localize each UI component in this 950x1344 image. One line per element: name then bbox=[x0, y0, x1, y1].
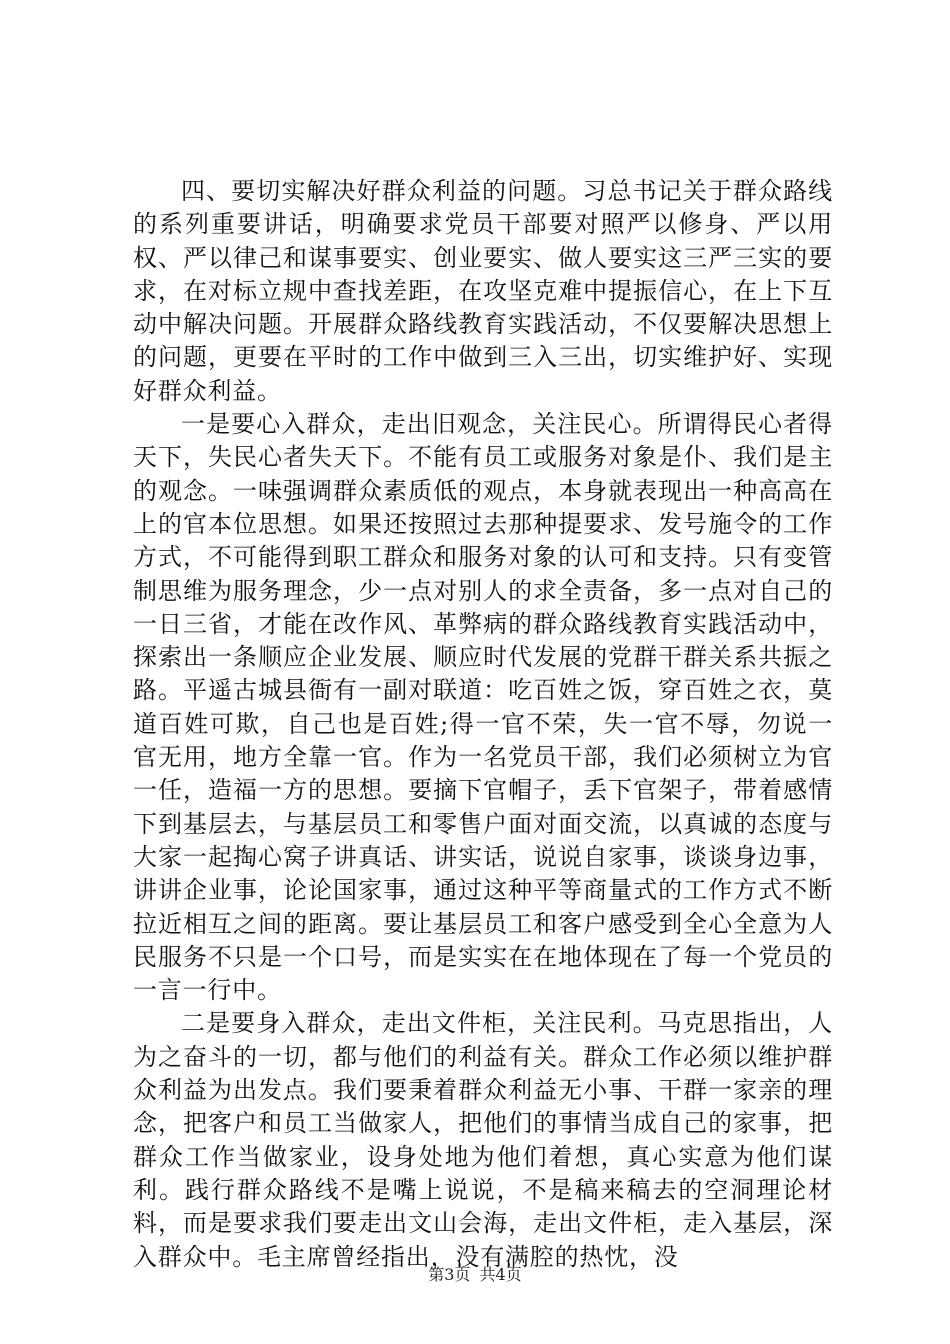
page-footer bbox=[0, 1262, 950, 1285]
page-total: 共4页 bbox=[479, 1265, 522, 1284]
paragraph-section-four: 四、要切实解决好群众利益的问题。习总书记关于群众路线的系列重要讲话，明确要求党员干部要对照严以修身、严以用权、严以律己和谋事要实、创业要实、做人要实这三严三实的要求，在对标立规中查找差距，在攻坚克难中提振信心，在上下互动中解决问题。开展群众路线教育实践活动，不仅要解决思想上的问题，更要在平时的工作中做到三入三出，切实维护好、实现好群众利益。 bbox=[133, 177, 833, 405]
document-body bbox=[133, 175, 833, 1274]
paragraph-point-one: 一是要心入群众，走出旧观念，关注民心。所谓得民心者得天下，失民心者失天下。不能有员工或服务对象是仆、我们是主的观念。一味强调群众素质低的观点，本身就表现出一种高高在上的官本位思想。如果还按照过去那种提要求、发号施令的工作方式，不可能得到职工群众和服务对象的认可和支持。只有变管制思维为服务理念，少一点对别人的求全责备，多一点对自己的一日三省，才能在改作风、革弊病的群众路线教育实践活动中，探索出一条顺应企业发展、顺应时代发展的党群干群关系共振之路。平遥古城县衙有一副对联道：吃百姓之饭，穿百姓之衣，莫道百姓可欺，自己也是百姓;得一官不荣，失一官不辱，勿说一官无用，地方全靠一官。作为一名党员干部，我们必须树立为官一任，造福一方的思想。要摘下官帽子，丢下官架子，带着感情下到基层去，与基层员工和零售户面对面交流，以真诚的态度与大家一起掏心窝子讲真话、讲实话，说说自家事，谈谈身边事，讲讲企业事，论论国家事，通过这种平等商量式的工作方式不断拉近相互之间的距离。要让基层员工和客户感受到全心全意为人民服务不只是一个口号，而是实实在在地体现在了每一个党员的一言一行中。 bbox=[133, 410, 833, 1005]
page-number: 第3页 bbox=[428, 1265, 471, 1284]
paragraph-point-two: 二是要身入群众，走出文件柜，关注民利。马克思指出，人为之奋斗的一切，都与他们的利益有关。群众工作必须以维护群众利益为出发点。我们要秉着群众利益无小事、干群一家亲的理念，把客户和员工当做家人，把他们的事情当成自己的家事，把群众工作当做家业，设身处地为他们着想，真心实意为他们谋利。践行群众路线不是嘴上说说，不是稿来稿去的空洞理论材料，而是要求我们要走出文山会海，走出文件柜，走入基层，深入群众中。毛主席曾经指出，没有满腔的热忱，没 bbox=[133, 1009, 833, 1271]
